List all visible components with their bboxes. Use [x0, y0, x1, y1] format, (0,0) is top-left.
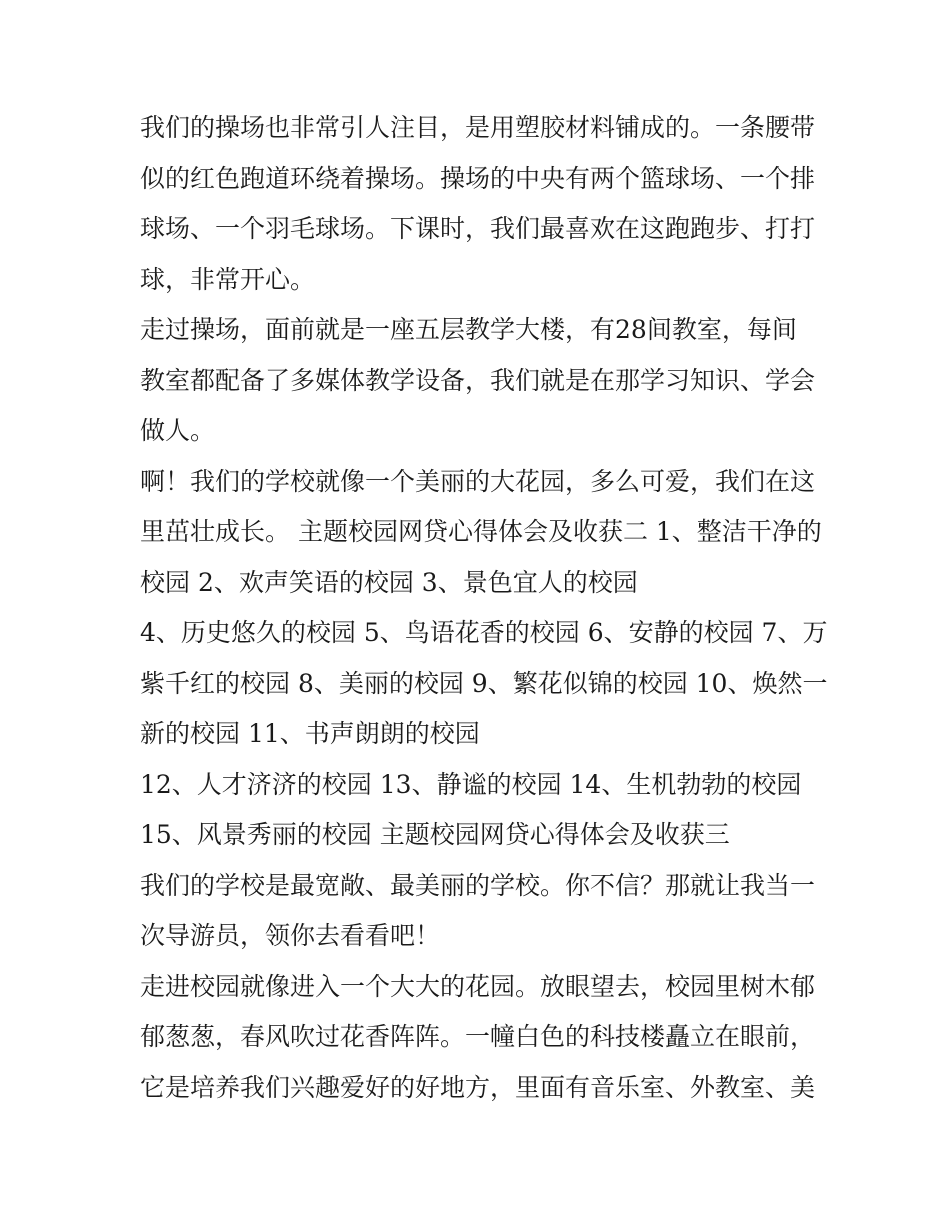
document-body — [140, 103, 828, 1113]
text-line: 新的校园 11、书声朗朗的校园 — [140, 719, 480, 748]
text-line: 郁葱葱，春风吹过花香阵阵。一幢白色的科技楼矗立在眼前， — [140, 1022, 816, 1051]
text-line: 走进校园就像进入一个大大的花园。放眼望去，校园里树木郁 — [140, 971, 816, 1001]
text-line: 15、风景秀丽的校园 主题校园网贷心得体会及收获三 — [140, 820, 730, 849]
text-line: 它是培养我们兴趣爱好的好地方，里面有音乐室、外教室、美 — [140, 1072, 816, 1102]
text-line: 紫千红的校园 8、美丽的校园 9、繁花似锦的校园 10、焕然一 — [140, 668, 828, 698]
text-line: 里茁壮成长。 主题校园网贷心得体会及收获二 1、整洁干净的 — [140, 517, 822, 546]
text-line: 我们的学校是最宽敞、最美丽的学校。你不信？那就让我当一 — [140, 870, 816, 900]
text-line: 教室都配备了多媒体教学设备，我们就是在那学习知识、学会 — [140, 365, 816, 395]
text-line: 次导游员，领你去看看吧！ — [140, 921, 441, 950]
text-line: 做人。 — [140, 416, 216, 445]
text-line: 我们的操场也非常引人注目，是用塑胶材料铺成的。一条腰带 — [140, 113, 816, 142]
text-line: 啊！我们的学校就像一个美丽的大花园，多么可爱，我们在这 — [140, 466, 816, 496]
text-line: 球场、一个羽毛球场。下课时，我们最喜欢在这跑跑步、打打 — [140, 214, 816, 243]
text-line: 走过操场，面前就是一座五层教学大楼，有28间教室，每间 — [140, 315, 797, 344]
text-line: 12、人才济济的校园 13、静谧的校园 14、生机勃勃的校园 — [140, 769, 802, 799]
text-line: 校园 2、欢声笑语的校园 3、景色宜人的校园 — [140, 567, 638, 597]
text-line: 球，非常开心。 — [140, 264, 316, 294]
text-line: 4、历史悠久的校园 5、鸟语花香的校园 6、安静的校园 7、万 — [140, 618, 828, 647]
text-line: 似的红色跑道环绕着操场。操场的中央有两个篮球场、一个排 — [140, 163, 816, 193]
